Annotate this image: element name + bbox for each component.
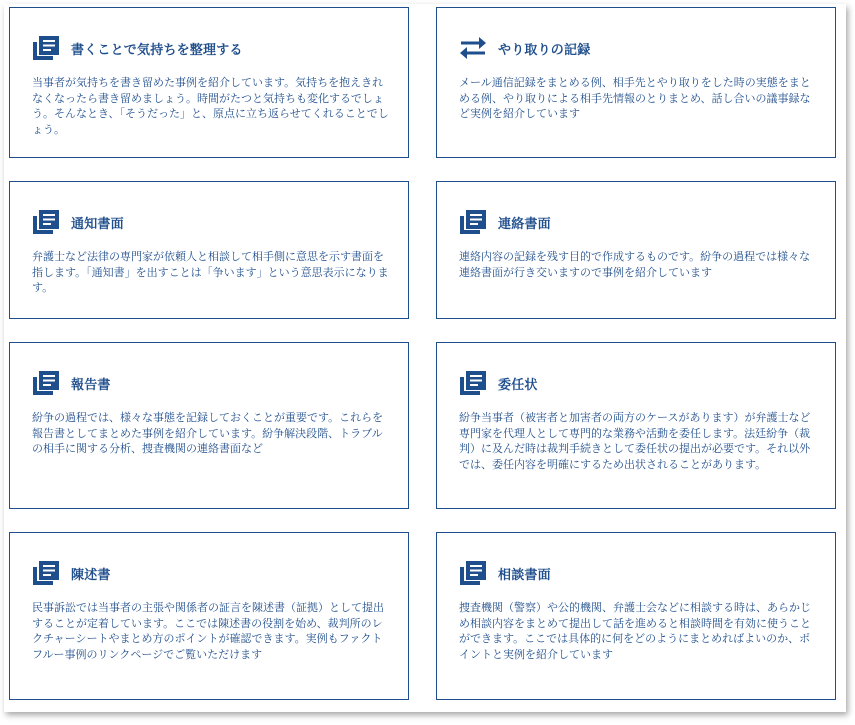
card-title: 書くことで気持ちを整理する [71,42,243,58]
card-tsuchi-shomen[interactable] [9,181,409,319]
card-title: 相談書面 [498,567,551,583]
card-header [32,370,111,396]
document-list-icon [32,370,60,396]
card-description: 連絡内容の記録を残す目的で作成するものです。紛争の過程では様々な連絡書面が行き交いますので事例を紹介しています [459,250,811,279]
card-grid [4,4,846,712]
card-chinjutsusho[interactable] [9,532,409,700]
card-header [459,35,590,61]
card-header [459,560,551,586]
card-description: 紛争の過程では、様々な事態を記録しておくことが重要です。これらを報告書としてまとめた事例を紹介しています。紛争解決段階、トラブルの相手に関する分析、捜査機関の連絡書面など [32,411,384,455]
card-header [459,370,538,396]
exchange-arrows-icon [459,35,487,61]
card-title: 通知書面 [71,216,124,232]
card-header [32,209,124,235]
card-title: やり取りの記録 [498,42,591,58]
card-header [32,560,111,586]
card-title: 委任状 [498,377,538,393]
card-description: 民事訴訟では当事者の主張や関係者の証言を陳述書（証拠）として提出することが定着しています。ここでは陳述書の役割を始め、裁判所のレクチャーシートやまとめ方のポイントが確認できます。実例もファクトフルー事例のリンクページでご覧いただけます [32,601,384,661]
document-list-icon [32,35,60,61]
card-description: メール通信記録をまとめる例、相手先とやり取りをした時の実態をまとめる例、やり取りによる相手先情報のとりまとめ、話し合いの議事録など実例を紹介しています [459,76,811,120]
card-description: 当事者が気持ちを書き留めた事例を紹介しています。気持ちを抱えきれなくなったら書き留めましょう。時間がたつと気持ちも変化するでしょう。そんなとき、「そうだった」と、原点に立ち返らせてくれることでしょう。 [32,76,389,136]
document-list-icon [32,209,60,235]
card-kimochi-seiri[interactable] [9,7,409,158]
card-header [32,35,243,61]
card-description: 弁護士など法律の専門家が依頼人と相談して相手側に意思を示す書面を指します。「通知書」を出すことは「争います」という意思表示になります。 [32,250,389,294]
card-sodan-shomen[interactable] [436,532,836,700]
card-description: 捜査機関（警察）や公的機関、弁護士会などに相談する時は、あらかじめ相談内容をまとめて提出して話を進めると相談時間を有効に使うことができます。ここでは具体的に何をどのようにまとめればよいのか、ポイントと実例を紹介しています [459,601,811,661]
card-title: 陳述書 [71,567,111,583]
card-renraku-shomen[interactable] [436,181,836,319]
document-list-icon [32,560,60,586]
card-description: 紛争当事者（被害者と加害者の両方のケースがあります）が弁護士など専門家を代理人として専門的な業務や活動を委任します。法廷紛争（裁判）に及んだ時は裁判手続きとして委任状の提出が必要です。それ以外では、委任内容を明確にするため出状されることがあります。 [459,411,811,471]
card-title: 連絡書面 [498,216,551,232]
document-list-icon [459,560,487,586]
card-hokokusho[interactable] [9,342,409,509]
document-list-icon [459,370,487,396]
card-yaritori-kiroku[interactable] [436,7,836,158]
card-title: 報告書 [71,377,111,393]
document-list-icon [459,209,487,235]
card-ininjo[interactable] [436,342,836,509]
card-header [459,209,551,235]
